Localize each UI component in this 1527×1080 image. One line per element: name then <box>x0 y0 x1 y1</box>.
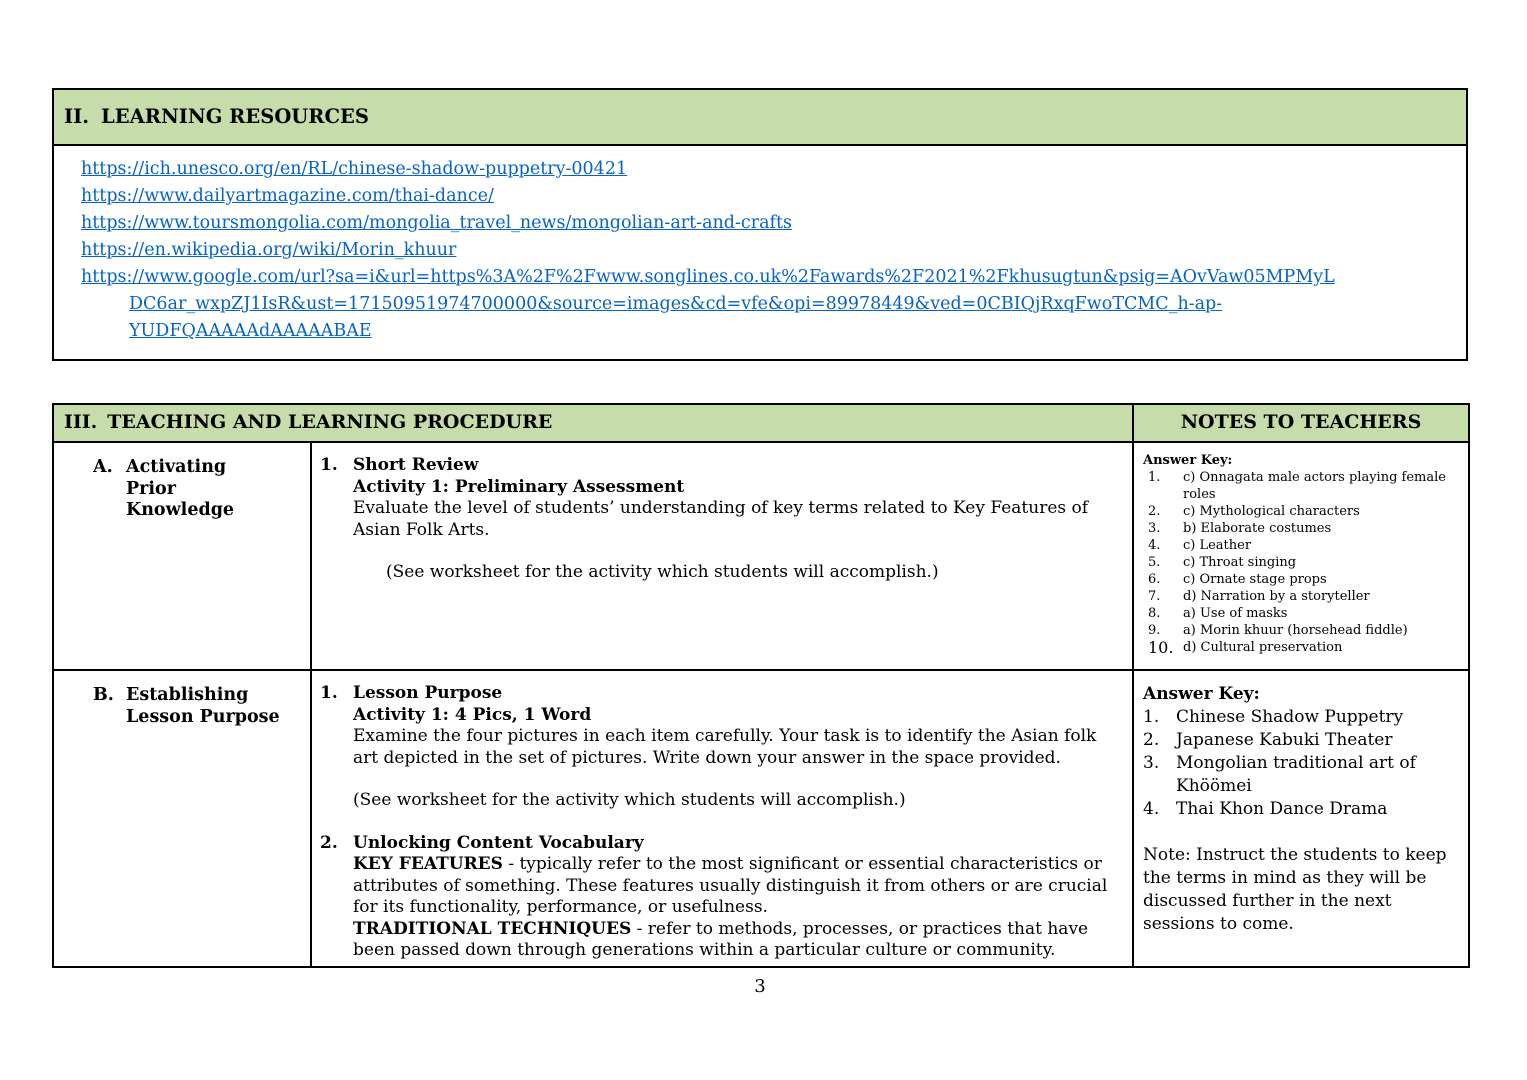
row-a-content-cell <box>311 442 1133 670</box>
answer-item: 10. d) Cultural preservation <box>1148 638 1343 657</box>
section-numeral: III. <box>64 411 98 434</box>
answer-item: 5. c) Throat singing <box>1148 555 1297 570</box>
learning-resources-table <box>52 88 1468 361</box>
answer-item: 3. b) Elaborate costumes <box>1148 521 1332 536</box>
resource-link-google[interactable] <box>81 264 1446 345</box>
item-title: Lesson Purpose <box>353 683 503 703</box>
section-numeral: II. <box>64 105 90 129</box>
row-letter: A. <box>93 457 113 477</box>
resource-link-unesco[interactable]: https://ich.unesco.org/en/RL/chinese-shadow-puppetry-00421 <box>81 159 628 179</box>
resource-link-dailyart[interactable]: https://www.dailyartmagazine.com/thai-dance/ <box>81 186 494 206</box>
notes-to-teachers-header: NOTES TO TEACHERS <box>1133 404 1469 442</box>
teacher-note: Note: Instruct the students to keep the terms in mind as they will be discussed further in the next sessions to come. <box>1143 845 1447 934</box>
answer-item: 7. d) Narration by a storyteller <box>1148 589 1370 604</box>
answer-item: 2. Japanese Kabuki Theater <box>1143 730 1393 750</box>
answer-item: 1. Chinese Shadow Puppetry <box>1143 707 1404 727</box>
vocabulary-definition <box>353 854 1120 919</box>
worksheet-note: (See worksheet for the activity which students will accomplish.) <box>353 790 906 810</box>
section-title: LEARNING RESOURCES <box>101 105 369 129</box>
vocab-def: - typically refer to the most significant or essential characteristics or attributes of something. These features usually distinguish it from others or are crucial for its functionality, performance, or usefulness. <box>353 854 1108 917</box>
link-line: YUDFQAAAAAdAAAAABAE <box>129 321 372 341</box>
link-line: DC6ar_wxpZJ1IsR&ust=17150951974700000&source=images&cd=vfe&opi=89978449&ved=0CBIQjRxqFwoTCMC_h-ap- <box>129 294 1223 314</box>
item-title: Unlocking Content Vocabulary <box>353 832 644 853</box>
item-number: 2. <box>320 832 338 853</box>
row-letter: B. <box>93 685 114 705</box>
vocabulary-definition <box>353 919 1120 962</box>
activity-title: Activity 1: 4 Pics, 1 Word <box>353 704 592 725</box>
answer-key-list <box>1143 469 1462 656</box>
row-label: Activating Prior Knowledge <box>126 457 235 520</box>
worksheet-note: (See worksheet for the activity which students will accomplish.) <box>386 562 939 582</box>
answer-item: 3. Mongolian traditional art of Khöömei <box>1143 753 1416 796</box>
activity-title: Activity 1: Preliminary Assessment <box>353 476 685 497</box>
row-a-notes-cell <box>1133 442 1469 670</box>
activity-body: Examine the four pictures in each item carefully. Your task is to identify the Asian folk art depicted in the set of pictures. Write down your answer in the space provided. <box>353 726 1097 768</box>
resource-link-wikipedia[interactable]: https://en.wikipedia.org/wiki/Morin_khuur <box>81 240 457 260</box>
item-number: 1. <box>320 683 338 703</box>
answer-item: 2. c) Mythological characters <box>1148 504 1360 519</box>
resource-link-toursmongolia[interactable]: https://www.toursmongolia.com/mongolia_travel_news/mongolian-art-and-crafts <box>81 213 792 233</box>
item-number: 1. <box>320 455 338 475</box>
procedure-row-a <box>53 442 1469 670</box>
learning-resources-header <box>54 90 1466 146</box>
answer-item: 6. c) Ornate stage props <box>1148 572 1327 587</box>
procedure-row-b <box>53 670 1469 967</box>
row-b-notes-cell <box>1133 670 1469 967</box>
answer-key-label: Answer Key: <box>1143 453 1233 468</box>
answer-item: 9. a) Morin khuur (horsehead fiddle) <box>1148 623 1408 638</box>
procedure-table <box>52 403 1470 968</box>
row-b-label-cell <box>53 670 311 967</box>
answer-key-list <box>1143 706 1458 821</box>
item-title: Short Review <box>353 455 479 475</box>
answer-item: 4. c) Leather <box>1148 538 1252 553</box>
link-line: https://www.google.com/url?sa=i&url=https%3A%2F%2Fwww.songlines.co.uk%2Fawards%2F2021%2Fkhusugtun&psig=AOvVaw05MPMyL <box>81 267 1335 287</box>
answer-key-label: Answer Key: <box>1143 684 1260 704</box>
answer-item: 1. c) Onnagata male actors playing female roles <box>1148 470 1446 502</box>
row-b-content-cell <box>311 670 1133 967</box>
answer-item: 8. a) Use of masks <box>1148 606 1288 621</box>
answer-item: 4. Thai Khon Dance Drama <box>1143 799 1388 819</box>
section-title: TEACHING AND LEARNING PROCEDURE <box>107 411 553 434</box>
vocab-def: - refer to methods, processes, or practices that have been passed down through generations within a particular culture or community. <box>353 918 1089 960</box>
activity-body: Evaluate the level of students’ understanding of key terms related to Key Features of Asian Folk Arts. <box>353 498 1089 540</box>
procedure-header-row <box>53 404 1469 442</box>
vocab-term: KEY FEATURES <box>353 854 503 874</box>
row-a-label-cell <box>53 442 311 670</box>
learning-resources-links <box>54 146 1466 359</box>
page-number: 3 <box>754 976 766 997</box>
procedure-header <box>53 404 1133 442</box>
row-label: Establishing Lesson Purpose <box>126 685 280 727</box>
vocab-term: TRADITIONAL TECHNIQUES <box>353 918 632 939</box>
